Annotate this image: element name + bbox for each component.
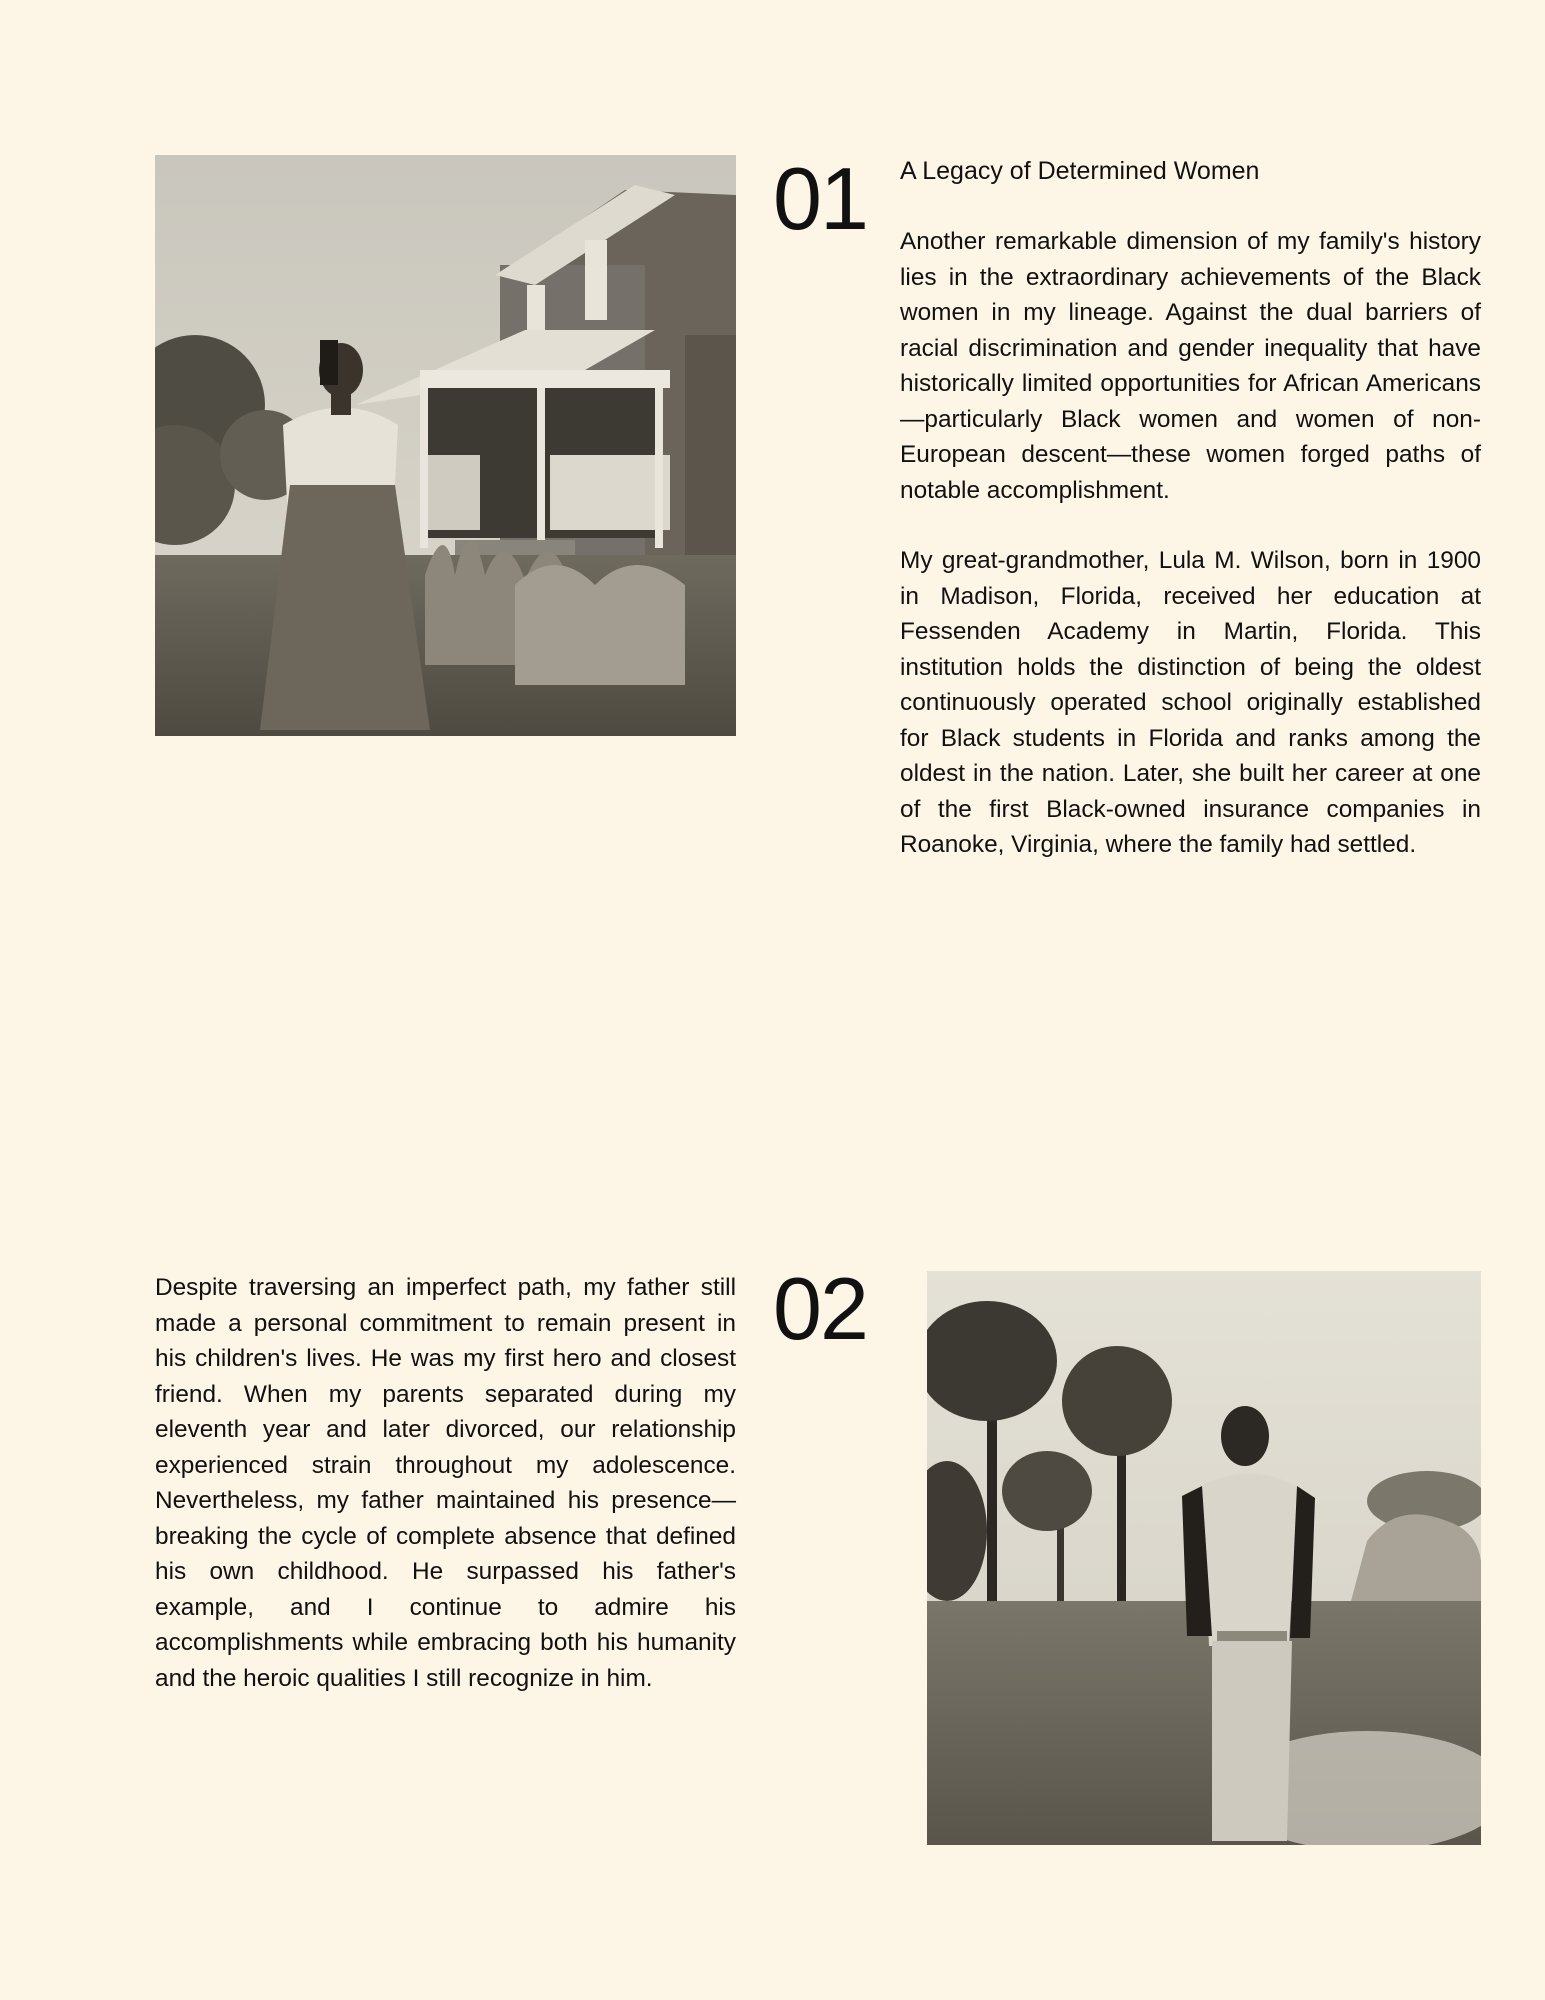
section-title: A Legacy of Determined Women (900, 157, 1260, 185)
paragraph-great-grandmother: My great-grandmother, Lula M. Wilson, born in 1900 in Madison, Florida, received her education at Fessenden Academy in Martin, Florida. This institution holds the distinction of being the oldest continuously operated school originally established for Black students in Florida and ranks among the oldest in the nation. Later, she built her career at one of the first Black-owned insurance companies in Roanoke, Virginia, where the family had settled. (900, 547, 1481, 858)
section-number-02: 02 (773, 1259, 867, 1358)
section-number-01: 01 (773, 149, 867, 248)
photo-young-man-outdoors (927, 1271, 1481, 1845)
paragraph-father: Despite traversing an imperfect path, my father still made a personal commitment to remain present in his children's lives. He was my first hero and closest friend. When my parents separated during my eleventh year and later divorced, our relationship experienced strain throughout my adolescence. Nevertheless, my father maintained his presence—breaking the cycle of complete absence that defined his own childhood. He surpassed his father's example, and I continue to admire his accomplishments while embracing both his humanity and the heroic qualities I still recognize in him. (155, 1274, 736, 1692)
paragraph-legacy-intro: Another remarkable dimension of my family's history lies in the extraordinary achievements of the Black women in my lineage. Against the dual barriers of racial discrimination and gender inequality that have historically limited opportunities for African Americans—particularly Black women and women of non-European descent—these women forged paths of notable accomplishment. (900, 228, 1481, 504)
vintage-photo-illustration (155, 155, 736, 736)
photo-woman-in-front-of-house (155, 155, 736, 736)
vintage-photo-illustration (927, 1271, 1481, 1845)
